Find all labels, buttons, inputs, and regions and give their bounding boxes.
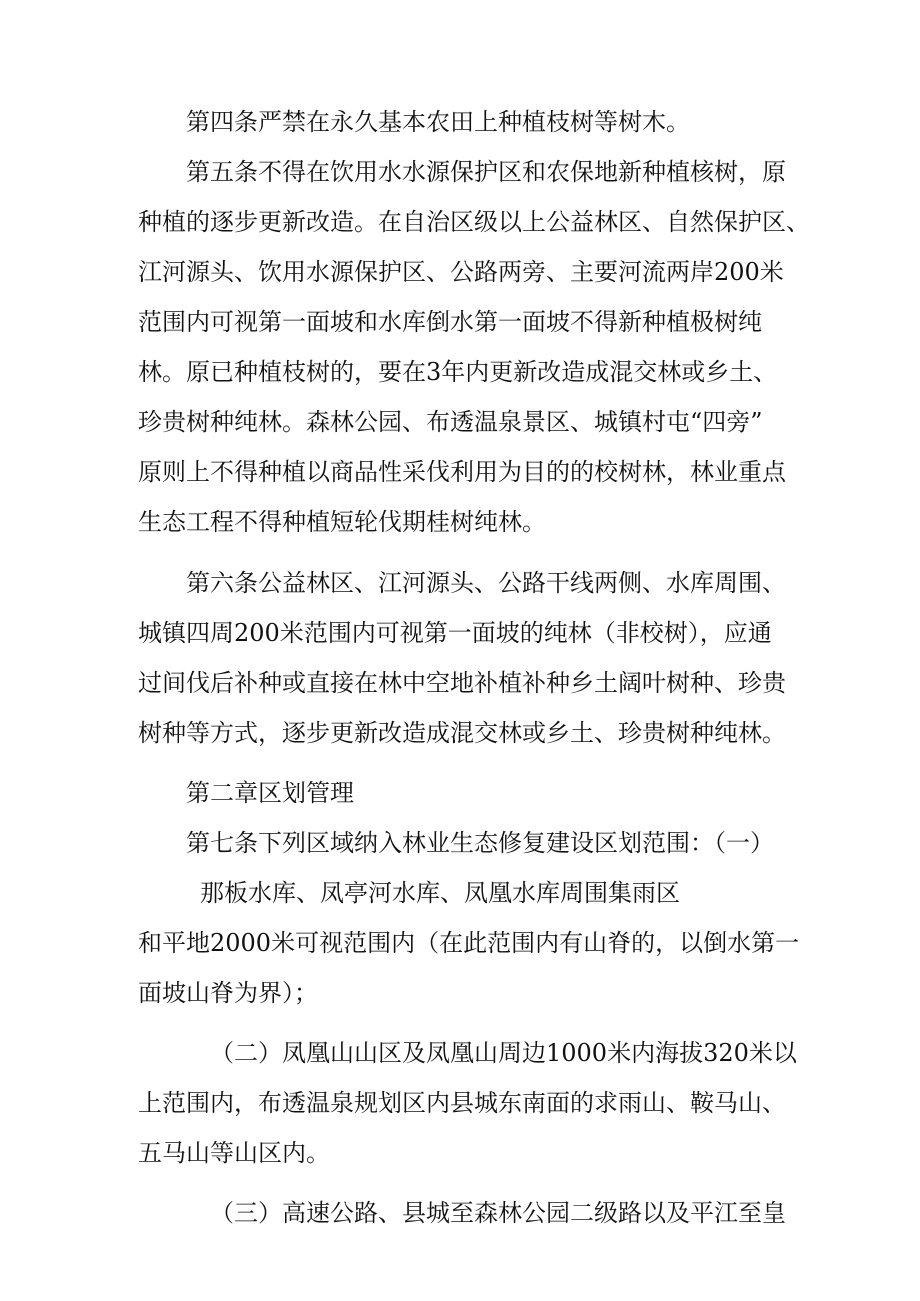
text-line: 过间伐后补种或直接在林中空地补植补种乡土阔叶树种、珍贵 xyxy=(138,669,786,697)
text-line: 树种等方式，逐步更新改造成混交林或乡土、珍贵树种纯林。 xyxy=(138,719,786,747)
section-heading: 第二章区划管理 xyxy=(186,779,354,807)
text-line: 第六条公益林区、江河源头、公路干线两侧、水库周围、 xyxy=(186,569,786,597)
text-line: （三）高速公路、县城至森林公园二级路以及平江至皇 xyxy=(210,1199,786,1227)
text-line: 和平地2000米可视范围内（在此范围内有山脊的，以倒水第一 xyxy=(138,929,800,957)
text-line: 林。原已种植枝树的，要在3年内更新改造成混交林或乡土、 xyxy=(138,358,778,386)
text-line: （二）凤凰山山区及凤凰山周边1000米内海拔320米以 xyxy=(210,1039,797,1067)
text-line: 城镇四周200米范围内可视第一面坡的纯林（非校树），应通 xyxy=(138,619,772,647)
text-line: 珍贵树种纯林。森林公园、布透温泉景区、城镇村屯“四旁” xyxy=(138,408,763,436)
text-line: 原则上不得种植以商品性采伐利用为目的的校树林，林业重点 xyxy=(138,458,786,486)
text-line: 那板水库、凤亭河水库、凤凰水库周围集雨区 xyxy=(200,879,680,907)
text-line: 上范围内，布透温泉规划区内县城东南面的求雨山、鞍马山、 xyxy=(138,1089,786,1117)
text-line: 面坡山脊为界）； xyxy=(138,979,318,1007)
text-line: 生态工程不得种植短轮伐期桂树纯林。 xyxy=(138,508,546,536)
text-line: 第四条严禁在永久基本农田上种植枝树等树木。 xyxy=(186,108,690,136)
text-line: 范围内可视第一面坡和水库倒水第一面坡不得新种植极树纯 xyxy=(138,308,762,336)
text-line: 种植的逐步更新改造。在自治区级以上公益林区、自然保护区、 xyxy=(138,208,810,236)
text-line: 江河源头、饮用水源保护区、公路两旁、主要河流两岸200米 xyxy=(138,258,784,286)
text-line: 第五条不得在饮用水水源保护区和农保地新种植核树，原 xyxy=(186,158,786,186)
text-line: 五马山等山区内。 xyxy=(138,1139,330,1167)
text-line: 第七条下列区域纳入林业生态修复建设区划范围：（一） xyxy=(186,829,774,857)
